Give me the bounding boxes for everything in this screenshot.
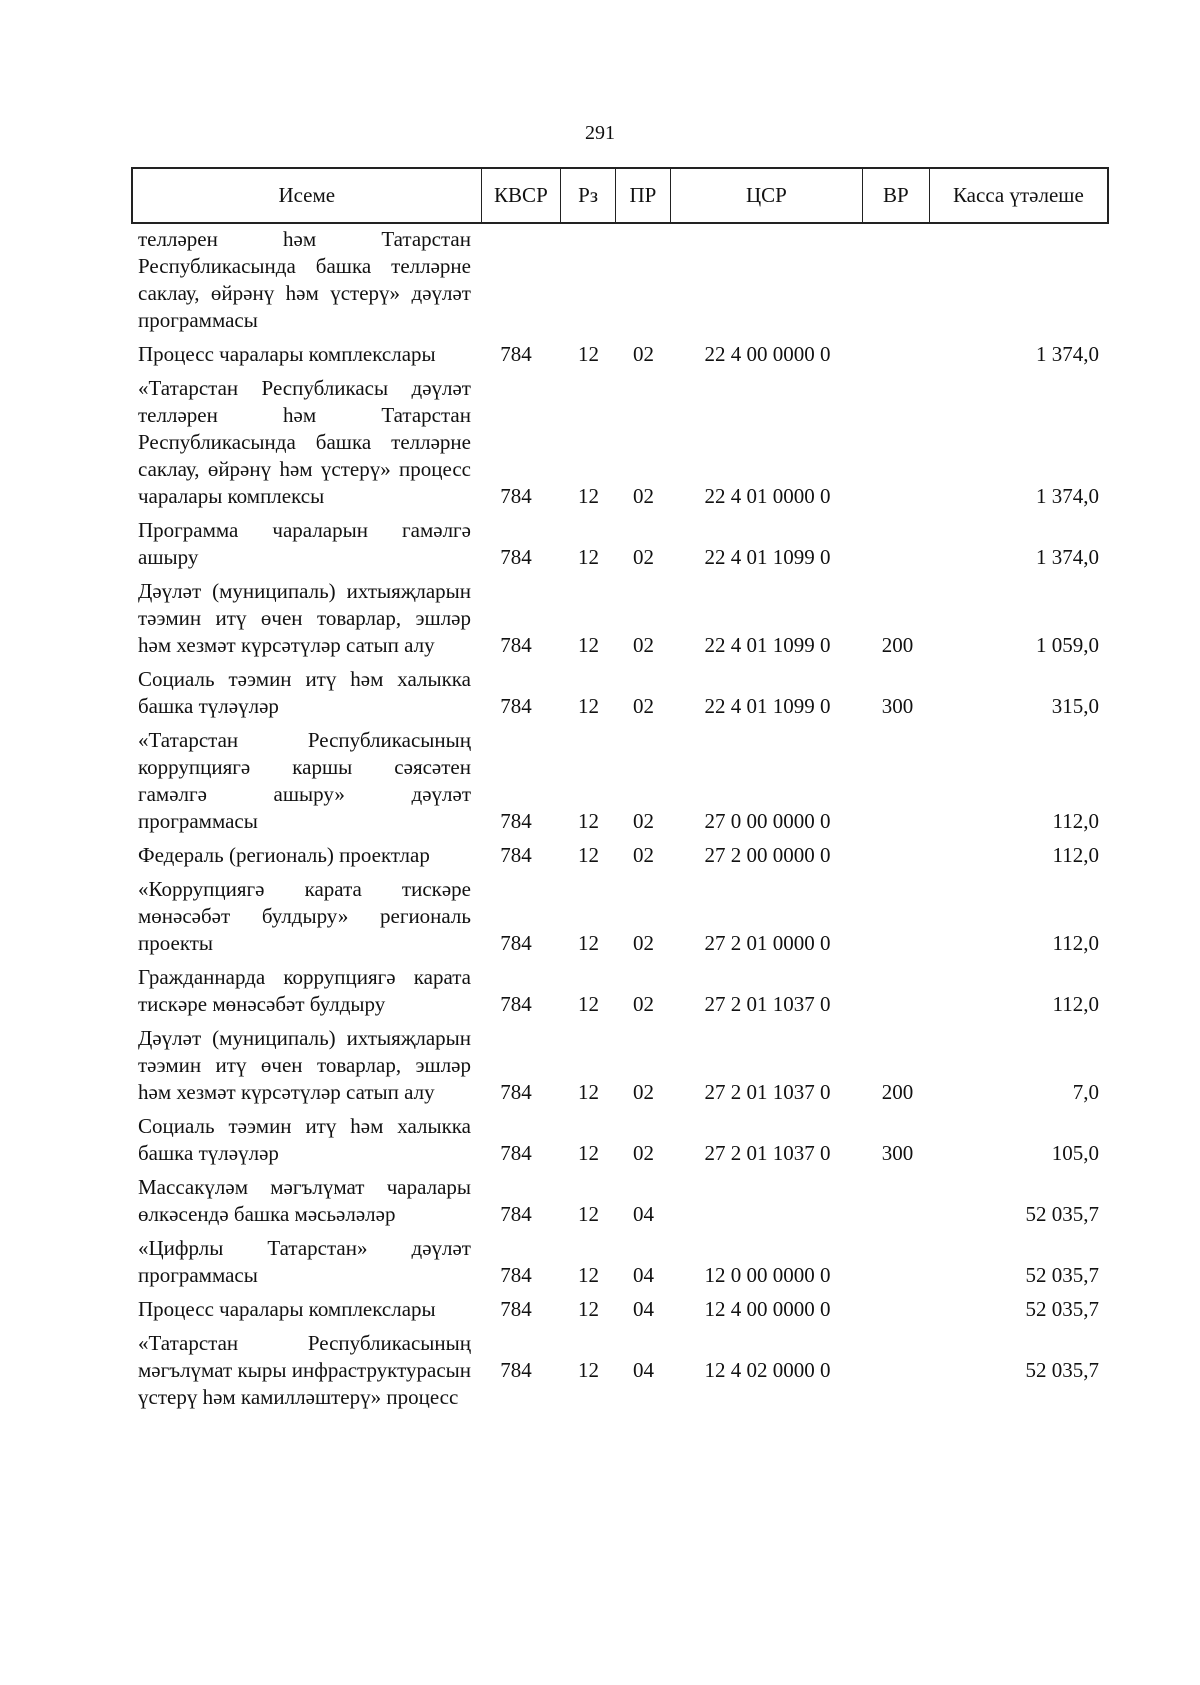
table-row bbox=[131, 1174, 1109, 1228]
row-kvsr: 784 bbox=[500, 484, 532, 508]
row-kvsr: 784 bbox=[500, 1080, 532, 1104]
row-name: Процесс чаралары комплекслары bbox=[138, 342, 436, 366]
row-name: Процесс чаралары комплекслары bbox=[138, 1297, 436, 1321]
row-kvsr: 784 bbox=[500, 931, 532, 955]
table-row bbox=[131, 727, 1109, 835]
row-csr: 22 4 00 0000 0 bbox=[704, 342, 831, 366]
row-kassa: 52 035,7 bbox=[1025, 1297, 1099, 1321]
table-row bbox=[131, 876, 1109, 957]
row-kassa: 52 035,7 bbox=[1025, 1202, 1099, 1226]
row-pr: 02 bbox=[633, 1141, 654, 1165]
row-kvsr: 784 bbox=[500, 545, 532, 569]
row-kassa: 1 374,0 bbox=[1036, 545, 1099, 569]
row-kvsr: 784 bbox=[500, 809, 532, 833]
row-rz: 12 bbox=[578, 545, 599, 569]
row-kvsr: 784 bbox=[500, 1202, 532, 1226]
row-csr: 12 4 00 0000 0 bbox=[704, 1297, 831, 1321]
table-row bbox=[131, 842, 1109, 869]
row-rz: 12 bbox=[578, 484, 599, 508]
row-rz: 12 bbox=[578, 1358, 599, 1382]
row-rz: 12 bbox=[578, 809, 599, 833]
table-row bbox=[131, 1113, 1109, 1167]
table-row bbox=[131, 1330, 1109, 1411]
row-rz: 12 bbox=[578, 342, 599, 366]
row-kvsr: 784 bbox=[500, 694, 532, 718]
row-kvsr: 784 bbox=[500, 1141, 532, 1165]
table-row bbox=[131, 226, 1109, 334]
row-vr: 300 bbox=[881, 694, 914, 718]
row-csr: 27 2 01 1037 0 bbox=[704, 1141, 831, 1165]
row-kassa: 52 035,7 bbox=[1025, 1263, 1099, 1287]
row-csr: 12 0 00 0000 0 bbox=[704, 1263, 831, 1287]
row-csr: 12 4 02 0000 0 bbox=[704, 1358, 831, 1382]
row-kvsr: 784 bbox=[500, 1297, 532, 1321]
row-csr: 22 4 01 1099 0 bbox=[704, 633, 831, 657]
row-name: «Татарстан Республикасы дәүләт телләрен һәм Татарстан Республикасында башка телләрне саклау, өйрәнү һәм үстерү» процесс чаралары комплексы bbox=[138, 376, 471, 508]
row-rz: 12 bbox=[578, 1202, 599, 1226]
row-name: «Татарстан Республикасының коррупциягә каршы сәясәтен гамәлгә ашыру» дәүләт программасы bbox=[138, 728, 471, 833]
row-csr: 27 2 01 0000 0 bbox=[704, 931, 831, 955]
row-rz: 12 bbox=[578, 1141, 599, 1165]
row-kvsr: 784 bbox=[500, 1263, 532, 1287]
row-pr: 02 bbox=[633, 633, 654, 657]
row-csr: 22 4 01 1099 0 bbox=[704, 694, 831, 718]
row-pr: 04 bbox=[633, 1358, 654, 1382]
row-csr: 27 2 00 0000 0 bbox=[704, 843, 831, 867]
row-name: «Цифрлы Татарстан» дәүләт программасы bbox=[138, 1236, 471, 1287]
table-row bbox=[131, 517, 1109, 571]
row-csr: 27 2 01 1037 0 bbox=[704, 1080, 831, 1104]
row-kvsr: 784 bbox=[500, 342, 532, 366]
table-row bbox=[131, 375, 1109, 510]
row-rz: 12 bbox=[578, 931, 599, 955]
row-rz: 12 bbox=[578, 1080, 599, 1104]
row-pr: 04 bbox=[633, 1202, 654, 1226]
row-name: Социаль тәэмин итү һәм халыкка башка түләүләр bbox=[138, 667, 471, 718]
row-rz: 12 bbox=[578, 992, 599, 1016]
row-kassa: 112,0 bbox=[1052, 843, 1099, 867]
row-rz: 12 bbox=[578, 1263, 599, 1287]
row-csr: 22 4 01 1099 0 bbox=[704, 545, 831, 569]
table-row bbox=[131, 341, 1109, 368]
table-body bbox=[131, 226, 1109, 1418]
row-kassa: 112,0 bbox=[1052, 931, 1099, 955]
row-pr: 02 bbox=[633, 484, 654, 508]
row-kassa: 1 374,0 bbox=[1036, 342, 1099, 366]
row-name: Социаль тәэмин итү һәм халыкка башка түләүләр bbox=[138, 1114, 471, 1165]
row-kassa: 1 374,0 bbox=[1036, 484, 1099, 508]
row-kassa: 52 035,7 bbox=[1025, 1358, 1099, 1382]
row-csr: 27 2 01 1037 0 bbox=[704, 992, 831, 1016]
row-name: «Коррупциягә карата тискәре мөнәсәбәт булдыру» региональ проекты bbox=[138, 877, 471, 955]
row-csr: 22 4 01 0000 0 bbox=[704, 484, 831, 508]
header-kassa: Касса үтәлеше bbox=[952, 183, 1084, 207]
row-vr: 200 bbox=[881, 633, 914, 657]
row-name: Федераль (региональ) проектлар bbox=[138, 843, 430, 867]
row-pr: 02 bbox=[633, 843, 654, 867]
row-kassa: 7,0 bbox=[1072, 1080, 1099, 1104]
row-name: «Татарстан Республикасының мәгълүмат кыры инфраструктурасын үстерү һәм камилләштерү» процесс bbox=[138, 1331, 471, 1409]
row-name: Программа чараларын гамәлгә ашыру bbox=[138, 518, 471, 569]
row-kvsr: 784 bbox=[500, 1358, 532, 1382]
row-vr: 300 bbox=[881, 1141, 914, 1165]
header-pr: ПР bbox=[616, 169, 671, 222]
table-row bbox=[131, 964, 1109, 1018]
row-name: Гражданнарда коррупциягә карата тискәре мөнәсәбәт булдыру bbox=[138, 965, 471, 1016]
row-kvsr: 784 bbox=[500, 992, 532, 1016]
header-vr: ВР bbox=[863, 169, 930, 222]
row-csr: 27 0 00 0000 0 bbox=[704, 809, 831, 833]
row-rz: 12 bbox=[578, 633, 599, 657]
table-row bbox=[131, 1235, 1109, 1289]
row-name: Дәүләт (муниципаль) ихтыяҗларын тәэмин итү өчен товарлар, эшләр һәм хезмәт күрсәтүләр сатып алу bbox=[138, 579, 471, 657]
row-pr: 04 bbox=[633, 1297, 654, 1321]
row-kassa: 105,0 bbox=[1051, 1141, 1099, 1165]
header-rz: Рз bbox=[561, 169, 616, 222]
row-vr: 200 bbox=[881, 1080, 914, 1104]
row-pr: 02 bbox=[633, 1080, 654, 1104]
page-number: 291 bbox=[585, 122, 615, 144]
row-name: Дәүләт (муниципаль) ихтыяҗларын тәэмин итү өчен товарлар, эшләр һәм хезмәт күрсәтүләр сатып алу bbox=[138, 1026, 471, 1104]
row-kassa: 315,0 bbox=[1051, 694, 1099, 718]
row-pr: 04 bbox=[633, 1263, 654, 1287]
row-rz: 12 bbox=[578, 1297, 599, 1321]
row-kvsr: 784 bbox=[500, 843, 532, 867]
row-name: Массакүләм мәгълүмат чаралары өлкәсендә башка мәсьәләләр bbox=[138, 1175, 471, 1226]
row-rz: 12 bbox=[578, 694, 599, 718]
row-kvsr: 784 bbox=[500, 633, 532, 657]
row-kassa: 112,0 bbox=[1052, 809, 1099, 833]
table-row bbox=[131, 578, 1109, 659]
header-kvsr: КВСР bbox=[482, 169, 562, 222]
row-pr: 02 bbox=[633, 342, 654, 366]
row-name: телләрен һәм Татарстан Республикасында башка телләрне саклау, өйрәнү һәм үстерү» дәүләт программасы bbox=[138, 227, 471, 332]
table-row bbox=[131, 1025, 1109, 1106]
row-rz: 12 bbox=[578, 843, 599, 867]
row-pr: 02 bbox=[633, 809, 654, 833]
table-header bbox=[131, 167, 1109, 224]
row-pr: 02 bbox=[633, 931, 654, 955]
header-name: Исеме bbox=[133, 169, 482, 222]
header-csr: ЦСР bbox=[671, 169, 863, 222]
row-pr: 02 bbox=[633, 694, 654, 718]
row-pr: 02 bbox=[633, 992, 654, 1016]
table-row bbox=[131, 1296, 1109, 1323]
row-kassa: 112,0 bbox=[1052, 992, 1099, 1016]
table-row bbox=[131, 666, 1109, 720]
row-pr: 02 bbox=[633, 545, 654, 569]
row-kassa: 1 059,0 bbox=[1036, 633, 1099, 657]
